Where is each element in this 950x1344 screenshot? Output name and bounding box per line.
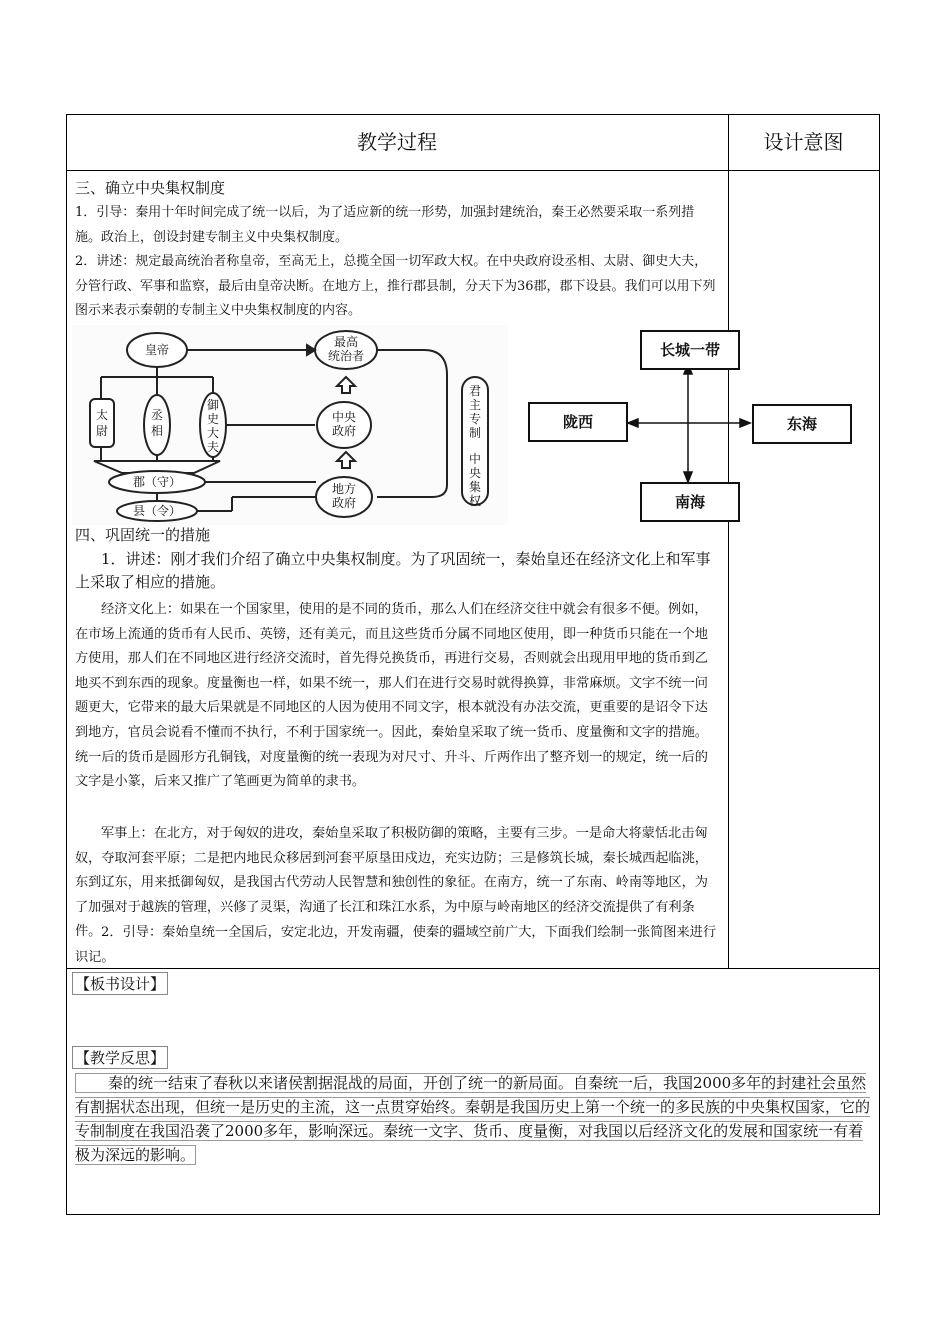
diagram-autocracy-3: 专 [468,412,482,426]
section4-para2: 2．引导：秦始皇统一全国后，安定北边，开发南疆，使秦的疆域空前广大，下面我们绘制一张简图来进行识记。 [75,925,717,965]
diagram-autocracy-4: 制 [468,426,482,440]
diagram-central-power-1: 中 [468,452,482,466]
reflection-text-body: 秦的统一结束了春秋以来诸侯割据混战的局面，开创了统一的新局面。自秦统一后，我国2000多年的封建社会虽然有割据状态出现，但统一是历史的主流，这一点贯穿始终。秦朝是我国历史上第一个统一的多民族的中央集权国家，它的专制制度在我国沿袭了2000多年，影响深远。秦统一文字、货币、度量衡，对我国以后经济文化的发展和国家统一有着极为深远的影响。 [75,1074,871,1164]
diagram-central-2: 政府 [331,424,357,438]
section4-para1: 1．讲述：刚才我们介绍了确立中央集权制度。为了巩固统一，秦始皇还在经济文化上和军事上采取了相应的措施。 [75,550,711,591]
table-column-divider [728,114,729,969]
diagram-local-2: 政府 [331,496,357,510]
diagram-central-power-2: 央 [468,466,482,480]
section3-title: 三、确立中央集权制度 [75,179,226,197]
section4-economy: 经济文化上：如果在一个国家里，使用的是不同的货币，那么人们在经济交往中就会有很多不便。例如，在市场上流通的货币有人民币、英镑，还有美元，而且这些货币分属不同地区使用，即一种货币只能在一个地方使用，那人们在不同地区进行经济交流时，首先得兑换货币，再进行交易，否则就会出现用甲地的货币到乙地买不到东西的现象。度量衡也一样，如果不统一，那人们在进行交易时就得换算，非常麻烦。文字不统一问题更大，它带来的最大后果就是不同地区的人因为使用不同文字，根本就没有办法交流，更重要的是诏令下达到地方，官员会说看不懂而不执行，不利于国家统一。因此，秦始皇采取了统一货币、度量衡和文字的措施。统一后的货币是圆形方孔铜钱，对度量衡的统一表现为对尺寸、升斗、斤两作出了整齐划一的规定，统一后的文字是小篆，后来又推广了笔画更为简单的隶书。 [75,602,708,790]
diagram-yushi-1: 御 [206,398,220,412]
reflection-title: 【教学反思】 [72,1046,168,1069]
diagram-yushi-4: 夫 [206,440,220,454]
board-design-label: 【板书设计】 [72,972,168,995]
diagram-central-1: 中央 [331,410,357,424]
header-teaching-process: 教学过程 [357,130,437,154]
diagram-county: 县（令） [132,504,182,518]
section3-para1: 1．引导：秦用十年时间完成了统一以后，为了适应新的统一形势，加强封建统治，秦王必然要采取一系列措施。政治上，创设封建专制主义中央集权制度。 [75,205,695,245]
diagram-autocracy-1: 君 [468,384,482,398]
section4-title: 四、巩固统一的措施 [75,526,211,544]
diagram-supreme-line1: 最高 [333,335,359,349]
diagram-central-power-4: 权 [468,494,482,508]
diagram-emperor: 皇帝 [144,343,170,357]
diagram-autocracy-2: 主 [468,398,482,412]
diagram-prefecture: 郡（守） [132,475,182,489]
diagram-taiwei-2: 尉 [95,424,109,438]
diagram-supreme-line2: 统治者 [327,349,365,363]
table-header-bottom-border [66,170,880,171]
table-right-border [879,114,880,1215]
table-top-border [66,114,880,115]
diagram-chengxiang-2: 相 [150,424,164,438]
map-north-box: 长城一带 [640,330,740,370]
map-south-box: 南海 [640,482,740,522]
map-west-box: 陇西 [528,402,628,442]
section4-military: 军事上：在北方，对于匈奴的进攻，秦始皇采取了积极防御的策略，主要有三步。一是命大将蒙恬北击匈奴，夺取河套平原；二是把内地民众移居到河套平原垦田戍边，充实边防；三是修筑长城，秦长城西起临洮，东到辽东，用来抵御匈奴，是我国古代劳动人民智慧和独创性的象征。在南方，统一了东南、岭南等地区，为了加强对于越族的管理，兴修了灵渠，沟通了长江和珠江水系，为中原与岭南地区的经济交流提供了有利条件。 [75,826,708,940]
diagram-local-1: 地方 [331,482,357,496]
reflection-text [75,1071,871,1167]
header-design-intent: 设计意图 [763,130,844,154]
section3-para2: 2．讲述：规定最高统治者称皇帝，至高无上，总揽全国一切军政大权。在中央政府设丞相、太尉、御史大夫，分管行政、军事和监察，最后由皇帝决断。在地方上，推行郡县制，分天下为36郡，郡下设县。我们可以用下列图示来表示秦朝的专制主义中央集权制度的内容。 [75,254,716,318]
map-east-box: 东海 [752,404,852,444]
diagram-taiwei-1: 太 [95,408,109,422]
table-bottom-border [66,1214,880,1215]
diagram-central-power-3: 集 [468,480,482,494]
diagram-yushi-2: 史 [206,412,220,426]
diagram-yushi-3: 大 [206,426,220,440]
centralization-diagram [72,325,508,525]
diagram-chengxiang-1: 丞 [150,408,164,422]
table-left-border [66,114,67,1215]
